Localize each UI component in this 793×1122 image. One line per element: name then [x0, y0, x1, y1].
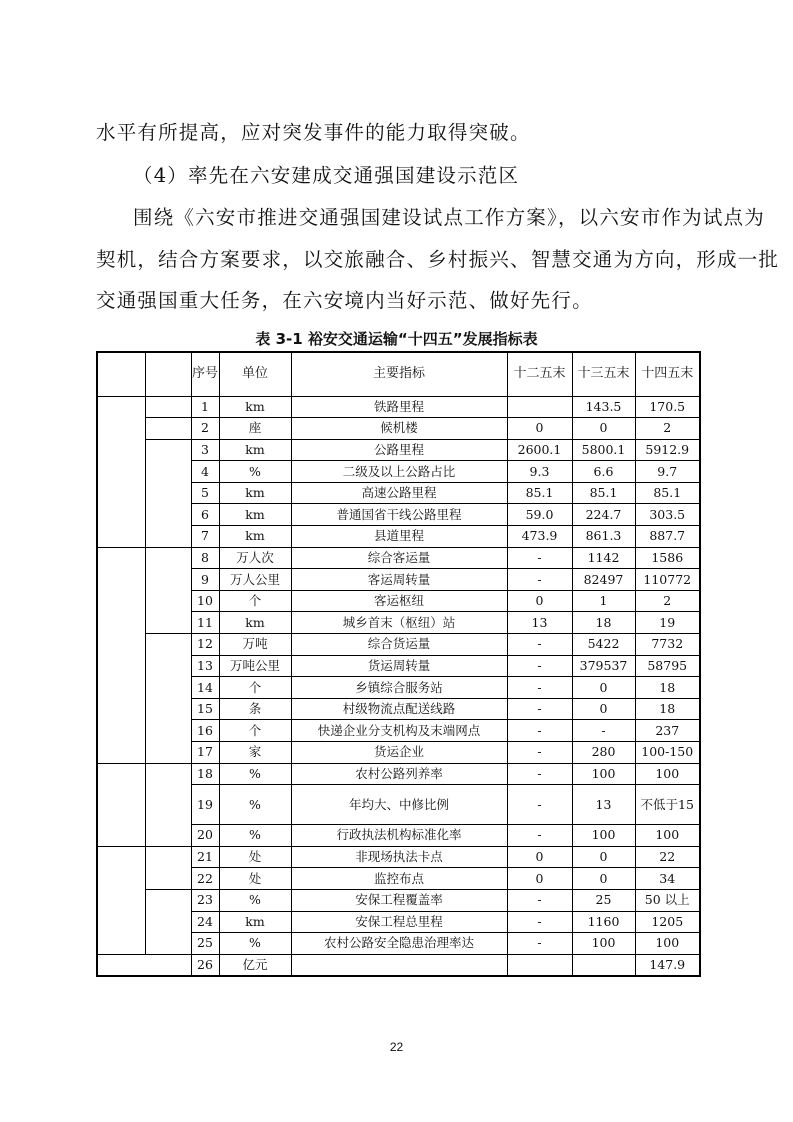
row-value-12: - — [507, 547, 572, 569]
table-row — [97, 439, 700, 461]
row-value-14: 85.1 — [635, 482, 700, 504]
row-seq: 3 — [191, 439, 219, 461]
row-seq: 14 — [191, 677, 219, 699]
row-unit: km — [219, 526, 291, 548]
row-value-13: 861.3 — [572, 526, 635, 548]
row-seq: 20 — [191, 825, 219, 847]
header-14th-fyp: 十四五末 — [635, 352, 700, 396]
row-indicator: 乡镇综合服务站 — [291, 677, 507, 699]
row-value-14: 5912.9 — [635, 439, 700, 461]
row-seq: 2 — [191, 418, 219, 440]
row-indicator: 安保工程覆盖率 — [291, 889, 507, 911]
row-value-13: 85.1 — [572, 482, 635, 504]
row-unit: km — [219, 482, 291, 504]
row-unit: 亿元 — [219, 954, 291, 976]
row-value-13: 0 — [572, 698, 635, 720]
row-value-13: 1 — [572, 590, 635, 612]
row-seq: 21 — [191, 846, 219, 868]
header-seq: 序号 — [191, 352, 219, 396]
row-unit: 处 — [219, 846, 291, 868]
row-indicator: 快递企业分支机构及末端网点 — [291, 720, 507, 742]
row-indicator: 公路里程 — [291, 439, 507, 461]
row-unit: km — [219, 396, 291, 418]
row-value-13: 6.6 — [572, 461, 635, 483]
row-value-12: 473.9 — [507, 526, 572, 548]
row-indicator: 行政执法机构标准化率 — [291, 825, 507, 847]
table-row — [97, 547, 700, 569]
group-infrastructure — [97, 396, 145, 547]
subgroup-rail — [145, 396, 191, 418]
row-indicator: 县道里程 — [291, 526, 507, 548]
row-indicator: 综合客运量 — [291, 547, 507, 569]
row-indicator: 货运企业 — [291, 742, 507, 764]
row-unit: 家 — [219, 742, 291, 764]
row-value-12: 85.1 — [507, 482, 572, 504]
row-seq: 9 — [191, 569, 219, 591]
row-indicator: 综合货运量 — [291, 634, 507, 656]
row-value-14: 100-150 — [635, 742, 700, 764]
row-value-12: 0 — [507, 418, 572, 440]
row-value-14: 303.5 — [635, 504, 700, 526]
row-unit: km — [219, 504, 291, 526]
row-value-14: 50 以上 — [635, 889, 700, 911]
row-indicator: 高速公路里程 — [291, 482, 507, 504]
row-value-12 — [507, 396, 572, 418]
header-12th-fyp: 十二五末 — [507, 352, 572, 396]
row-value-13: 1160 — [572, 911, 635, 933]
paragraph-1: 水平有所提高，应对突发事件的能力取得突破。 — [96, 121, 531, 144]
row-value-12: - — [507, 677, 572, 699]
row-value-13: 143.5 — [572, 396, 635, 418]
paragraph-4: 契机，结合方案要求，以交旅融合、乡村振兴、智慧交通为方向，形成一批 — [96, 248, 780, 271]
row-unit: 座 — [219, 418, 291, 440]
row-value-13: 0 — [572, 677, 635, 699]
row-seq: 19 — [191, 785, 219, 825]
row-seq: 5 — [191, 482, 219, 504]
indicator-table — [96, 351, 701, 977]
row-value-13: 379537 — [572, 655, 635, 677]
row-value-12: - — [507, 889, 572, 911]
row-value-13: 0 — [572, 868, 635, 890]
row-value-14: 100 — [635, 825, 700, 847]
row-value-14: 2 — [635, 418, 700, 440]
section-heading: （4）率先在六安建成交通强国建设示范区 — [133, 164, 520, 187]
row-unit: km — [219, 612, 291, 634]
row-value-13: 1142 — [572, 547, 635, 569]
row-value-14: 18 — [635, 677, 700, 699]
group-smart-safe-traffic — [97, 846, 145, 954]
row-value-13: 18 — [572, 612, 635, 634]
table-caption: 表 3-1 裕安交通运输“十四五”发展指标表 — [255, 330, 538, 348]
subgroup-maintenance — [145, 763, 191, 846]
row-value-12: - — [507, 933, 572, 955]
header-empty-1 — [97, 352, 145, 396]
table-row — [97, 396, 700, 418]
row-value-13: - — [572, 720, 635, 742]
paragraph-5: 交通强国重大任务，在六安境内当好示范、做好先行。 — [96, 289, 593, 312]
row-value-12: - — [507, 698, 572, 720]
row-value-14: 170.5 — [635, 396, 700, 418]
row-indicator: 非现场执法卡点 — [291, 846, 507, 868]
row-indicator: 客运周转量 — [291, 569, 507, 591]
row-value-14: 34 — [635, 868, 700, 890]
row-indicator: 安保工程总里程 — [291, 911, 507, 933]
row-value-12: 13 — [507, 612, 572, 634]
row-value-13: 13 — [572, 785, 635, 825]
row-value-14: 1586 — [635, 547, 700, 569]
row-seq: 12 — [191, 634, 219, 656]
row-value-12: 0 — [507, 868, 572, 890]
row-seq: 26 — [191, 954, 219, 976]
row-unit: % — [219, 825, 291, 847]
row-value-13: 25 — [572, 889, 635, 911]
subgroup-safe-traffic — [145, 889, 191, 954]
row-value-13: 100 — [572, 763, 635, 785]
header-indicator: 主要指标 — [291, 352, 507, 396]
row-unit: 万人公里 — [219, 569, 291, 591]
row-value-14: 1205 — [635, 911, 700, 933]
row-value-12: 59.0 — [507, 504, 572, 526]
table-header-row — [97, 352, 700, 396]
row-seq: 1 — [191, 396, 219, 418]
table-row — [97, 889, 700, 911]
row-seq: 23 — [191, 889, 219, 911]
row-value-14: 2 — [635, 590, 700, 612]
row-value-13: 224.7 — [572, 504, 635, 526]
row-value-12: - — [507, 785, 572, 825]
row-seq: 11 — [191, 612, 219, 634]
row-seq: 25 — [191, 933, 219, 955]
row-seq: 7 — [191, 526, 219, 548]
subgroup-air — [145, 418, 191, 440]
header-empty-2 — [145, 352, 191, 396]
row-value-14: 7732 — [635, 634, 700, 656]
row-value-12: - — [507, 763, 572, 785]
row-value-14: 237 — [635, 720, 700, 742]
row-unit: km — [219, 911, 291, 933]
row-value-12: - — [507, 742, 572, 764]
row-unit: % — [219, 785, 291, 825]
row-value-14: 100 — [635, 933, 700, 955]
group-transport-services — [97, 547, 145, 763]
row-value-14: 100 — [635, 763, 700, 785]
row-seq: 13 — [191, 655, 219, 677]
row-indicator: 农村公路列养率 — [291, 763, 507, 785]
row-value-12: - — [507, 825, 572, 847]
group-governance — [97, 763, 145, 846]
subgroup-freight — [145, 634, 191, 764]
row-value-12: 0 — [507, 846, 572, 868]
row-seq: 16 — [191, 720, 219, 742]
page-number: 22 — [389, 1040, 404, 1054]
row-indicator: 铁路里程 — [291, 396, 507, 418]
row-seq: 10 — [191, 590, 219, 612]
row-value-14: 不低于15 — [635, 785, 700, 825]
row-value-13: 100 — [572, 933, 635, 955]
row-value-14: 19 — [635, 612, 700, 634]
table-row — [97, 634, 700, 656]
subgroup-passenger — [145, 547, 191, 633]
row-value-12: - — [507, 911, 572, 933]
row-value-13: 5422 — [572, 634, 635, 656]
row-indicator: 客运枢纽 — [291, 590, 507, 612]
table-row — [97, 846, 700, 868]
row-seq: 18 — [191, 763, 219, 785]
row-value-14: 18 — [635, 698, 700, 720]
row-value-12: - — [507, 634, 572, 656]
row-indicator: 村级物流点配送线路 — [291, 698, 507, 720]
row-value-13: 0 — [572, 418, 635, 440]
group-investment — [97, 954, 191, 976]
row-unit: % — [219, 461, 291, 483]
row-unit: % — [219, 933, 291, 955]
row-value-14: 887.7 — [635, 526, 700, 548]
row-seq: 22 — [191, 868, 219, 890]
row-value-12: - — [507, 655, 572, 677]
row-unit: 个 — [219, 590, 291, 612]
table-row — [97, 418, 700, 440]
row-value-12: 2600.1 — [507, 439, 572, 461]
paragraph-3: 围绕《六安市推进交通强国建设试点工作方案》，以六安市作为试点为 — [133, 206, 765, 229]
table-row — [97, 954, 700, 976]
row-value-12: - — [507, 720, 572, 742]
row-indicator — [291, 954, 507, 976]
row-unit: % — [219, 889, 291, 911]
table-row — [97, 763, 700, 785]
subgroup-smart-traffic — [145, 846, 191, 889]
row-indicator: 普通国省干线公路里程 — [291, 504, 507, 526]
row-value-14: 147.9 — [635, 954, 700, 976]
row-seq: 8 — [191, 547, 219, 569]
row-value-13: 280 — [572, 742, 635, 764]
row-indicator: 监控布点 — [291, 868, 507, 890]
row-value-12: 0 — [507, 590, 572, 612]
row-unit: 万吨公里 — [219, 655, 291, 677]
header-13th-fyp: 十三五末 — [572, 352, 635, 396]
header-unit: 单位 — [219, 352, 291, 396]
row-seq: 17 — [191, 742, 219, 764]
row-unit: 个 — [219, 720, 291, 742]
row-indicator: 城乡首末（枢纽）站 — [291, 612, 507, 634]
row-value-12: - — [507, 569, 572, 591]
row-value-13: 82497 — [572, 569, 635, 591]
row-indicator: 年均大、中修比例 — [291, 785, 507, 825]
row-value-13 — [572, 954, 635, 976]
row-unit: 条 — [219, 698, 291, 720]
row-indicator: 货运周转量 — [291, 655, 507, 677]
row-value-12 — [507, 954, 572, 976]
subgroup-road — [145, 439, 191, 547]
row-value-13: 100 — [572, 825, 635, 847]
row-value-14: 58795 — [635, 655, 700, 677]
row-unit: 处 — [219, 868, 291, 890]
row-value-14: 22 — [635, 846, 700, 868]
row-unit: 万吨 — [219, 634, 291, 656]
row-seq: 4 — [191, 461, 219, 483]
row-value-13: 0 — [572, 846, 635, 868]
row-seq: 6 — [191, 504, 219, 526]
row-unit: km — [219, 439, 291, 461]
row-indicator: 农村公路安全隐患治理率达 — [291, 933, 507, 955]
row-value-14: 9.7 — [635, 461, 700, 483]
row-seq: 15 — [191, 698, 219, 720]
row-indicator: 候机楼 — [291, 418, 507, 440]
row-unit: 个 — [219, 677, 291, 699]
row-value-14: 110772 — [635, 569, 700, 591]
row-unit: 万人次 — [219, 547, 291, 569]
row-indicator: 二级及以上公路占比 — [291, 461, 507, 483]
row-seq: 24 — [191, 911, 219, 933]
row-value-13: 5800.1 — [572, 439, 635, 461]
row-unit: % — [219, 763, 291, 785]
row-value-12: 9.3 — [507, 461, 572, 483]
